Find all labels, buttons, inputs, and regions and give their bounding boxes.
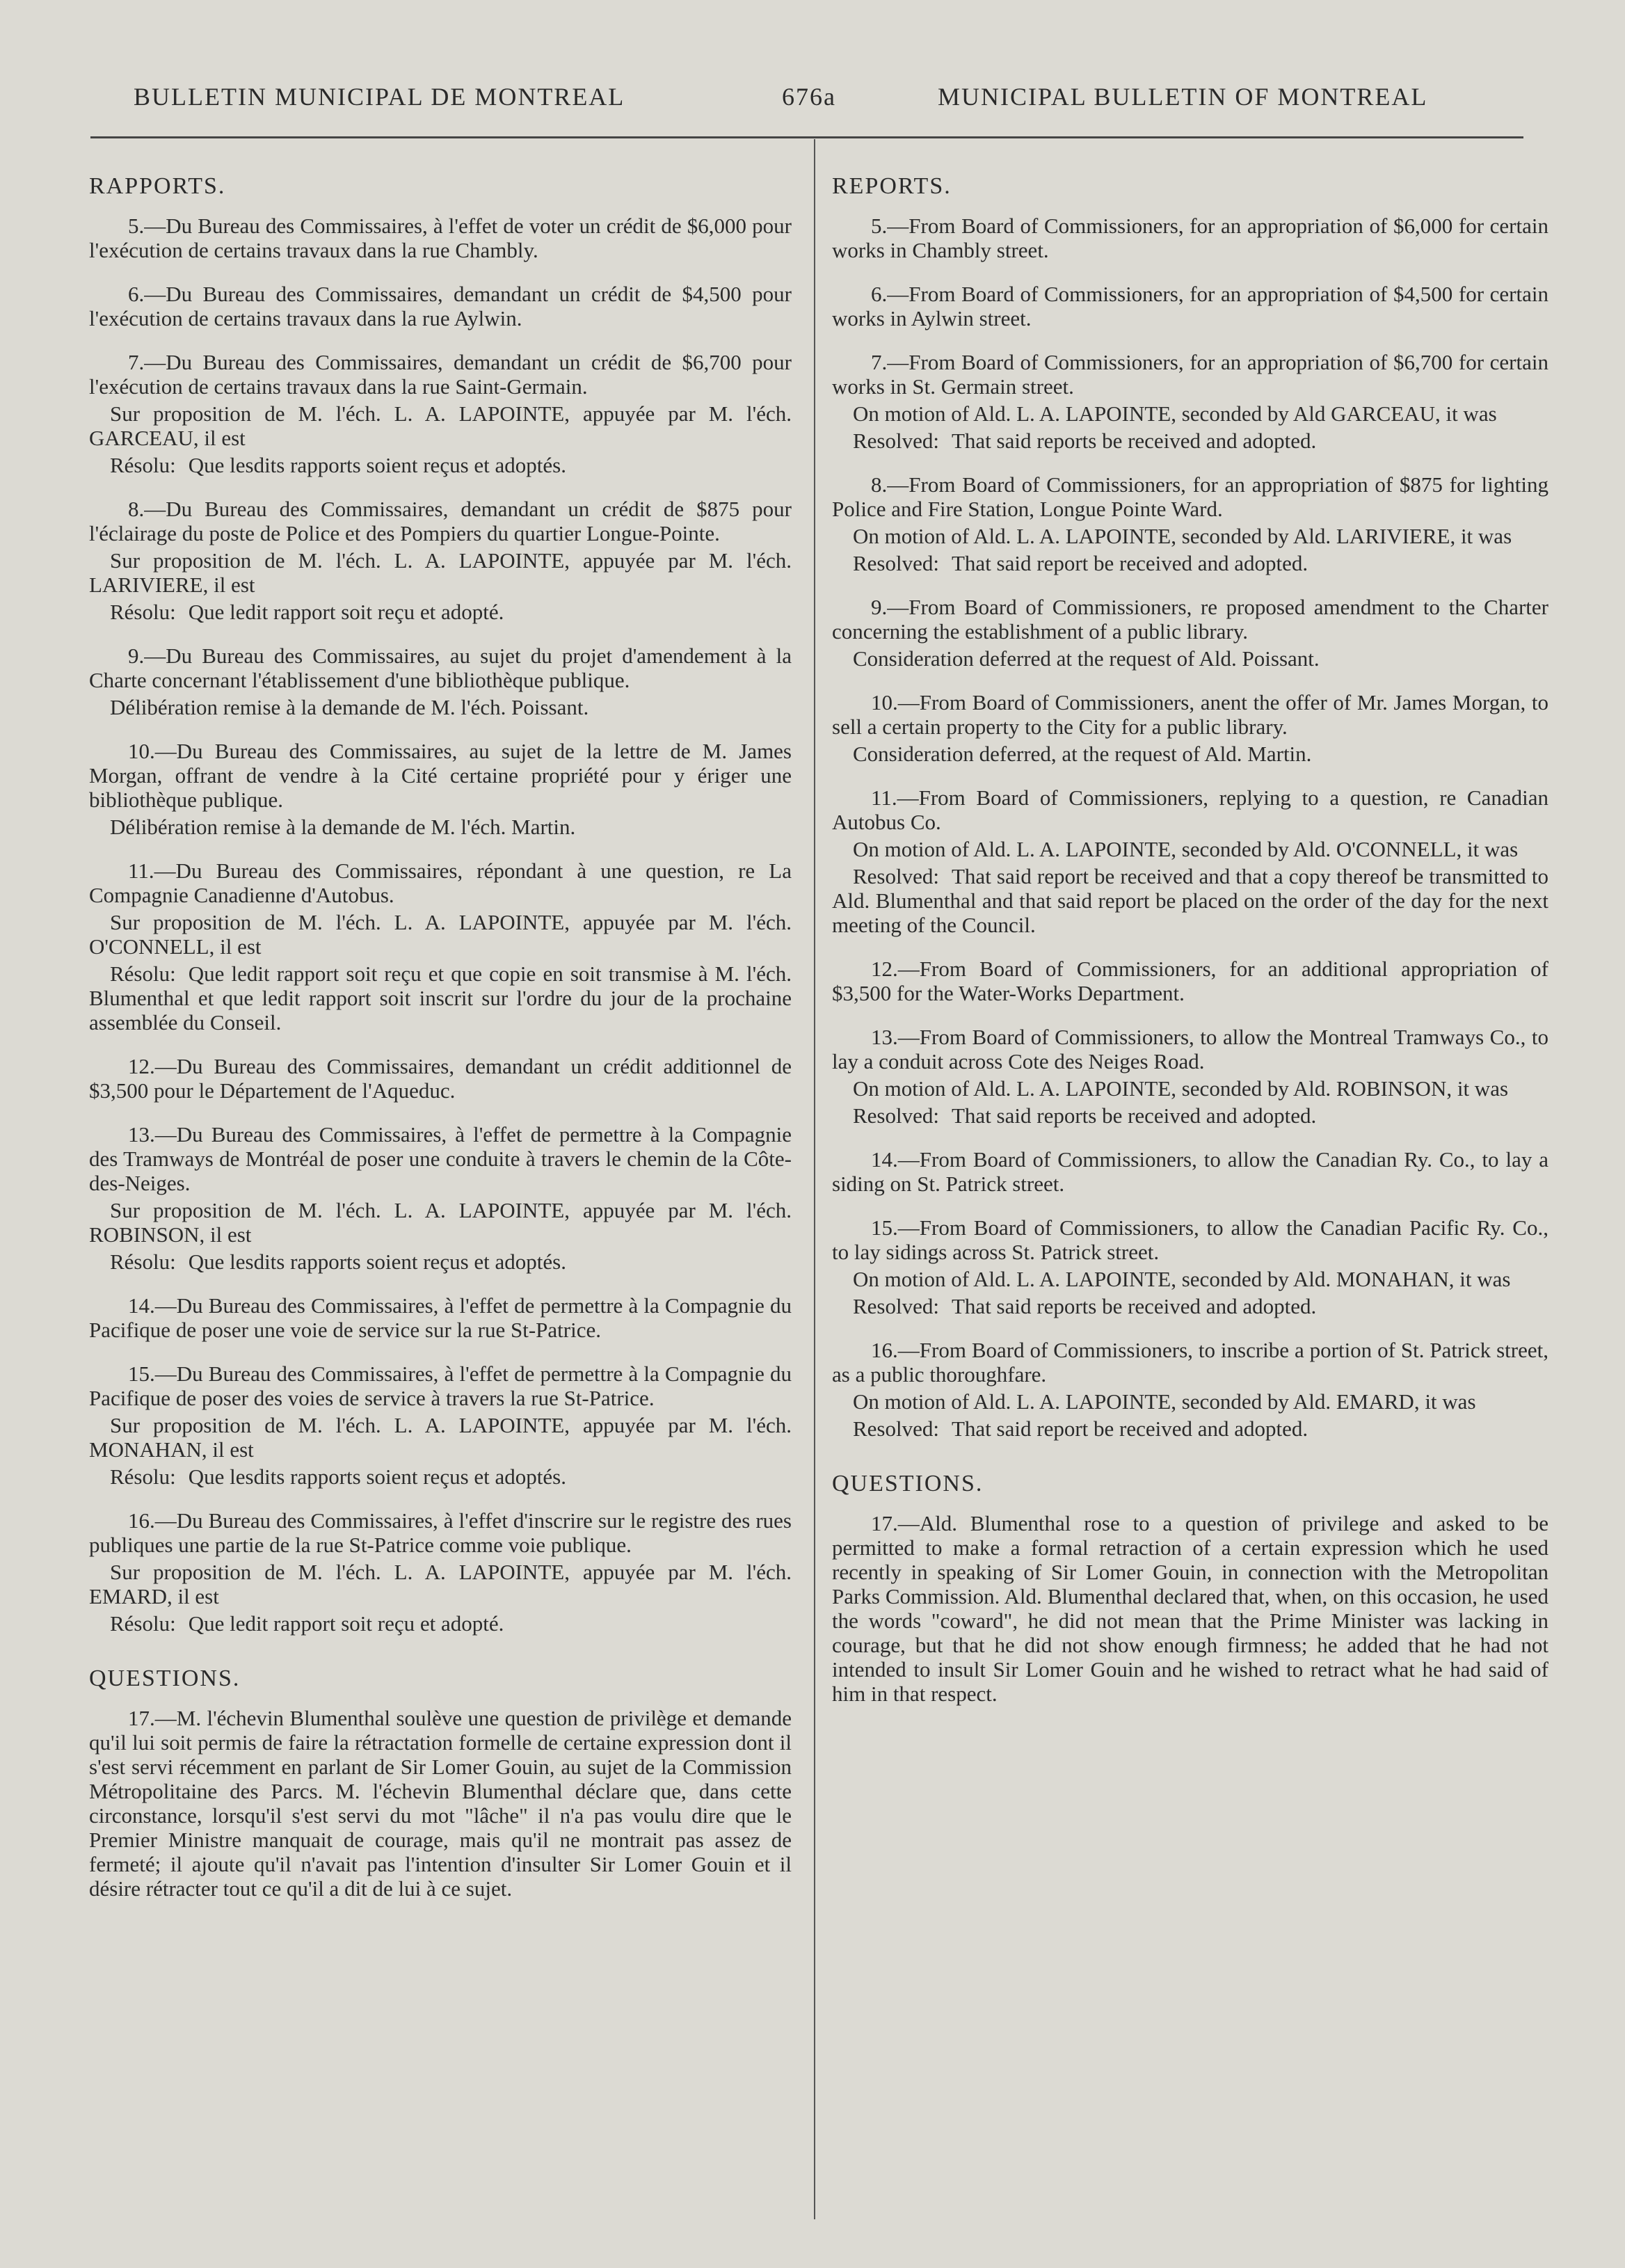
report-item (89, 739, 792, 839)
report-text: 8.—From Board of Commissioners, for an appropriation of $875 for lighting Police and Fire Station, Longue Pointe Ward. (832, 472, 1548, 521)
resolution (89, 1249, 792, 1274)
question-item (89, 1706, 792, 1901)
resolution (832, 1103, 1548, 1128)
report-text: 16.—Du Bureau des Commissaires, à l'effet d'inscrire sur le registre des rues publiques une partie de la rue St-Patrice comme voie publique. (89, 1508, 792, 1557)
report-text: 10.—From Board of Commissioners, anent the offer of Mr. James Morgan, to sell a certain property to the City for a public library. (832, 690, 1548, 739)
resolution-label: Résolu: (110, 1464, 176, 1489)
report-item (89, 1122, 792, 1274)
question-item (832, 1511, 1548, 1706)
report-text: 16.—From Board of Commissioners, to inscribe a portion of St. Patrick street, as a public thoroughfare. (832, 1338, 1548, 1387)
motion-text: On motion of Ald. L. A. LAPOINTE, seconded by Ald. O'CONNELL, it was (853, 837, 1519, 861)
resolution-label: Résolu: (110, 961, 176, 986)
questions-heading: QUESTIONS. (89, 1666, 241, 1691)
deferred-text: Consideration deferred at the request of Ald. Poissant. (853, 646, 1320, 671)
resolution-label: Résolu: (110, 1249, 176, 1274)
report-item (832, 595, 1548, 671)
resolution-label: Resolved: (853, 1103, 939, 1128)
question-text: 17.—M. l'échevin Blumenthal soulève une question de privilège et demande qu'il lui soit permis de faire la rétractation formelle de certaine expression dont il s'est servi récemment en parlant de Sir Lomer Gouin, au sujet de la Commission Métropolitaine des Parcs. M. l'échevin Blumenthal déclare que, dans cette circonstance, lorsqu'il s'est servi du mot "lâche" il n'a pas voulu dire que le Premier Ministre manquait de courage, mais qu'il ne montrait pas assez de fermeté; il ajoute qu'il n'avait pas l'intention d'insulter Sir Lomer Gouin et il désire rétracter tout ce qu'il a dit de lui à ce sujet. (89, 1706, 792, 1901)
resolution-text: That said reports be received and adopted. (952, 1294, 1317, 1318)
motion-text: On motion of Ald. L. A. LAPOINTE, seconded by Ald. EMARD, it was (853, 1389, 1476, 1414)
french-column (89, 164, 792, 1920)
column-divider (814, 139, 815, 2219)
report-text: 7.—Du Bureau des Commissaires, demandant un crédit de $6,700 pour l'exécution de certains travaux dans la rue Saint-Germain. (89, 350, 792, 399)
header-rule (90, 136, 1523, 138)
header-title-french: BULLETIN MUNICIPAL DE MONTREAL (134, 83, 625, 111)
resolution-label: Resolved: (853, 1294, 939, 1318)
report-item (832, 350, 1548, 453)
resolution (832, 429, 1548, 453)
report-item (89, 350, 792, 477)
report-text: 5.—Du Bureau des Commissaires, à l'effet de voter un crédit de $6,000 pour l'exécution de certains travaux dans la rue Chambly. (89, 214, 792, 262)
report-text: 13.—Du Bureau des Commissaires, à l'effet de permettre à la Compagnie des Tramways de Montréal de poser une conduite à travers le chemin de la Côte-des-Neiges. (89, 1122, 792, 1195)
report-text: 12.—Du Bureau des Commissaires, demandant un crédit additionnel de $3,500 pour le Département de l'Aqueduc. (89, 1054, 792, 1103)
report-text: 14.—Du Bureau des Commissaires, à l'effet de permettre à la Compagnie du Pacifique de poser une voie de service sur la rue St-Patrice. (89, 1293, 792, 1342)
resolution-text: That said report be received and that a copy thereof be transmitted to Ald. Blumenthal and that said report be placed on the order of the day for the next meeting of the Council. (832, 864, 1548, 937)
reports-heading: REPORTS. (832, 173, 952, 199)
report-item (832, 957, 1548, 1005)
report-text: 12.—From Board of Commissioners, for an additional appropriation of $3,500 for the Water-Works Department. (832, 957, 1548, 1005)
page-header (0, 82, 1625, 124)
resolution-label: Résolu: (110, 1611, 176, 1636)
deferred-text: Délibération remise à la demande de M. l'éch. Poissant. (110, 695, 589, 719)
motion-text: Sur proposition de M. l'éch. L. A. LAPOINTE, appuyée par M. l'éch. MONAHAN, il est (89, 1413, 792, 1462)
report-item (89, 497, 792, 624)
resolution (832, 864, 1548, 937)
report-text: 11.—Du Bureau des Commissaires, répondant à une question, re La Compagnie Canadienne d'Autobus. (89, 859, 792, 907)
resolution-text: Que ledit rapport soit reçu et que copie en soit transmise à M. l'éch. Blumenthal et que ledit rapport soit inscrit sur l'ordre du jour de la prochaine assemblée du Conseil. (89, 961, 792, 1035)
report-text: 5.—From Board of Commissioners, for an appropriation of $6,000 for certain works in Chambly street. (832, 214, 1548, 262)
deferred-text: Consideration deferred, at the request of Ald. Martin. (853, 742, 1312, 766)
motion-text: On motion of Ald. L. A. LAPOINTE, seconded by Ald. ROBINSON, it was (853, 1076, 1509, 1101)
report-item (89, 214, 792, 262)
report-item (89, 1054, 792, 1103)
motion-text: Sur proposition de M. l'éch. L. A. LAPOINTE, appuyée par M. l'éch. O'CONNELL, il est (89, 910, 792, 959)
report-item (832, 785, 1548, 937)
report-text: 9.—Du Bureau des Commissaires, au sujet du projet d'amendement à la Charte concernant l'établissement d'une bibliothèque publique. (89, 644, 792, 692)
report-item (832, 1025, 1548, 1128)
report-item (89, 282, 792, 330)
questions-heading: QUESTIONS. (832, 1471, 984, 1496)
report-item (89, 1508, 792, 1636)
resolution-text: Que lesdits rapports soient reçus et adoptés. (188, 1249, 566, 1274)
motion-text: Sur proposition de M. l'éch. L. A. LAPOINTE, appuyée par M. l'éch. LARIVIERE, il est (89, 548, 792, 597)
resolution-text: That said reports be received and adopted. (952, 429, 1317, 453)
deferred-text: Délibération remise à la demande de M. l'éch. Martin. (110, 815, 576, 839)
resolution-label: Resolved: (853, 864, 939, 888)
report-item (89, 1293, 792, 1342)
report-text: 9.—From Board of Commissioners, re proposed amendment to the Charter concerning the establishment of a public library. (832, 595, 1548, 644)
reports-list (832, 214, 1548, 1441)
report-text: 6.—Du Bureau des Commissaires, demandant un crédit de $4,500 pour l'exécution de certains travaux dans la rue Aylwin. (89, 282, 792, 330)
report-text: 15.—From Board of Commissioners, to allow the Canadian Pacific Ry. Co., to lay sidings across St. Patrick street. (832, 1215, 1548, 1264)
report-text: 8.—Du Bureau des Commissaires, demandant un crédit de $875 pour l'éclairage du poste de Police et des Pompiers du quartier Longue-Pointe. (89, 497, 792, 545)
resolution-text: Que ledit rapport soit reçu et adopté. (188, 1611, 504, 1636)
resolution (89, 1464, 792, 1489)
motion-text: Sur proposition de M. l'éch. L. A. LAPOINTE, appuyée par M. l'éch. GARCEAU, il est (89, 401, 792, 450)
report-text: 15.—Du Bureau des Commissaires, à l'effet de permettre à la Compagnie du Pacifique de poser des voies de service à travers la rue St-Patrice. (89, 1361, 792, 1410)
resolution (832, 1416, 1548, 1441)
resolution (89, 600, 792, 624)
report-item (832, 472, 1548, 575)
resolution-label: Resolved: (853, 1416, 939, 1441)
motion-text: On motion of Ald. L. A. LAPOINTE, seconded by Ald GARCEAU, it was (853, 401, 1497, 426)
resolution-text: That said report be received and adopted. (952, 1416, 1308, 1441)
report-text: 6.—From Board of Commissioners, for an appropriation of $4,500 for certain works in Aylwin street. (832, 282, 1548, 330)
report-text: 13.—From Board of Commissioners, to allow the Montreal Tramways Co., to lay a conduit across Cote des Neiges Road. (832, 1025, 1548, 1073)
resolution (89, 453, 792, 477)
report-item (832, 1215, 1548, 1318)
resolution-text: Que ledit rapport soit reçu et adopté. (188, 600, 504, 624)
header-title-english: MUNICIPAL BULLETIN OF MONTREAL (938, 83, 1428, 111)
resolution (832, 551, 1548, 575)
english-column (832, 164, 1548, 1725)
resolution-text: Que lesdits rapports soient reçus et adoptés. (188, 453, 566, 477)
resolution-text: That said report be received and adopted. (952, 551, 1308, 575)
resolution (89, 1611, 792, 1636)
motion-text: On motion of Ald. L. A. LAPOINTE, seconded by Ald. MONAHAN, it was (853, 1267, 1511, 1291)
motion-text: Sur proposition de M. l'éch. L. A. LAPOINTE, appuyée par M. l'éch. EMARD, il est (89, 1560, 792, 1608)
resolution-text: That said reports be received and adopted. (952, 1103, 1317, 1128)
resolution-label: Resolved: (853, 551, 939, 575)
resolution (89, 961, 792, 1035)
report-item (832, 690, 1548, 766)
resolution-label: Résolu: (110, 600, 176, 624)
resolution (832, 1294, 1548, 1318)
report-text: 7.—From Board of Commissioners, for an appropriation of $6,700 for certain works in St. Germain street. (832, 350, 1548, 399)
report-item (89, 644, 792, 719)
report-text: 14.—From Board of Commissioners, to allow the Canadian Ry. Co., to lay a siding on St. Patrick street. (832, 1147, 1548, 1196)
question-text: 17.—Ald. Blumenthal rose to a question of privilege and asked to be permitted to make a formal retraction of a certain expression which he used recently in speaking of Sir Lomer Gouin, in connection with the Metropolitan Parks Commission. Ald. Blumenthal declared that, when, on this occasion, he used the words "coward", he did not mean that the Prime Minister was lacking in courage, but that he did not show enough firmness; he added that he had not intended to insult Sir Lomer Gouin and he wished to retract what he had said of him in that respect. (832, 1511, 1548, 1706)
report-item (832, 214, 1548, 262)
report-text: 10.—Du Bureau des Commissaires, au sujet de la lettre de M. James Morgan, offrant de vendre à la Cité certaine propriété pour y ériger une bibliothèque publique. (89, 739, 792, 812)
page-number: 676a (782, 83, 836, 111)
motion-text: On motion of Ald. L. A. LAPOINTE, seconded by Ald. LARIVIERE, it was (853, 524, 1512, 548)
report-item (89, 859, 792, 1035)
report-item (832, 1338, 1548, 1441)
report-text: 11.—From Board of Commissioners, replying to a question, re Canadian Autobus Co. (832, 785, 1548, 834)
resolution-label: Résolu: (110, 453, 176, 477)
reports-heading: RAPPORTS. (89, 173, 226, 199)
report-item (832, 282, 1548, 330)
report-item (89, 1361, 792, 1489)
reports-list (89, 214, 792, 1636)
resolution-label: Resolved: (853, 429, 939, 453)
report-item (832, 1147, 1548, 1196)
motion-text: Sur proposition de M. l'éch. L. A. LAPOINTE, appuyée par M. l'éch. ROBINSON, il est (89, 1198, 792, 1247)
resolution-text: Que lesdits rapports soient reçus et adoptés. (188, 1464, 566, 1489)
